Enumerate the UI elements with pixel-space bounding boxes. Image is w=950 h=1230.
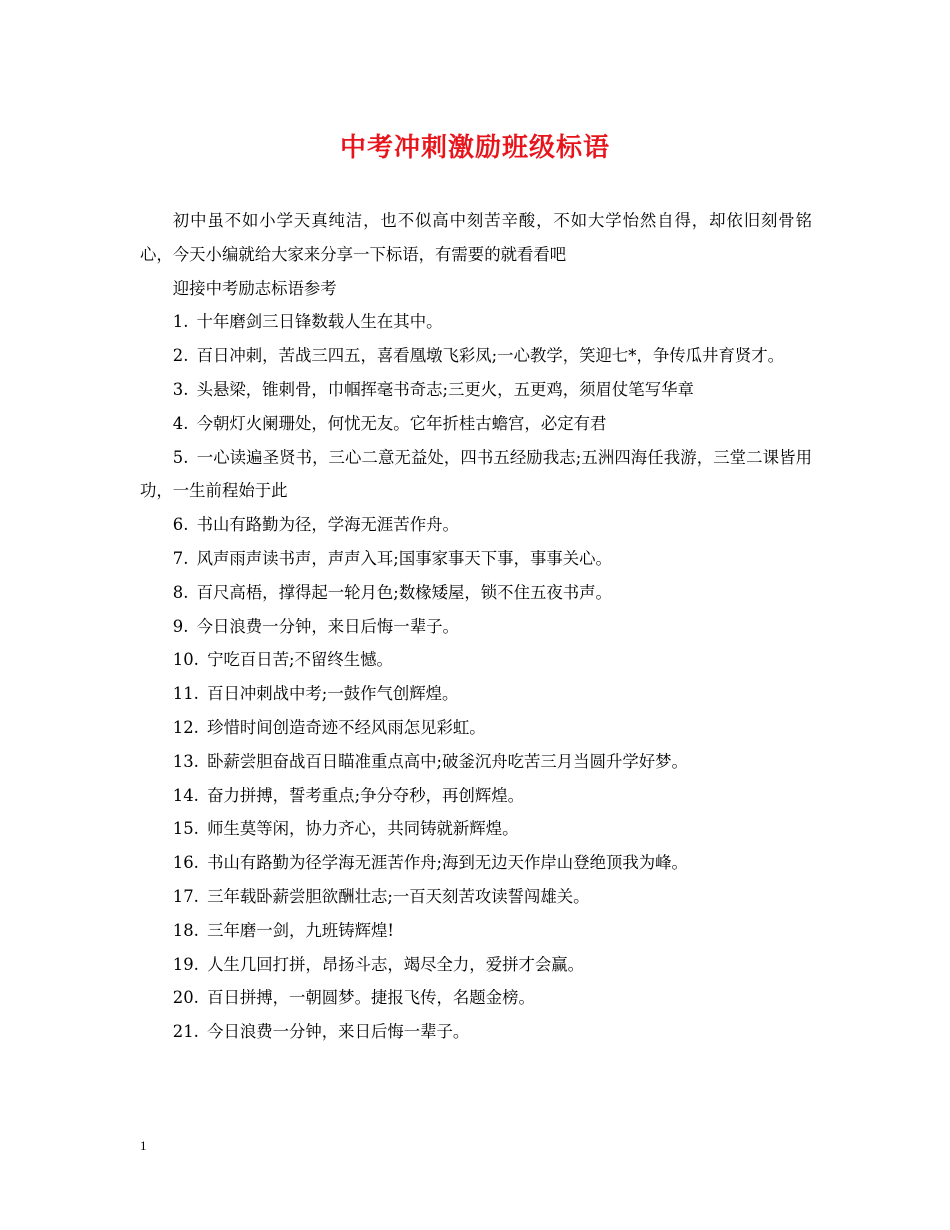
list-item-number: 5. [172, 447, 189, 467]
list-item [140, 948, 812, 982]
list-item-text: 一心读遍圣贤书，三心二意无益处，四书五经励我志;五洲四海任我游，三堂二课皆用功，一生前程始于此 [140, 447, 812, 501]
list-item [140, 508, 812, 542]
list-item-text: 人生几回打拼，昂扬斗志，竭尽全力，爱拼才会赢。 [207, 954, 585, 974]
list-item-text: 今日浪费一分钟，来日后悔一辈子。 [196, 616, 459, 636]
document-body [140, 204, 812, 1049]
list-item [140, 610, 812, 644]
list-item-number: 3. [172, 379, 189, 399]
list-item-text: 头悬梁，锥刺骨，巾帼挥毫书奇志;三更火，五更鸡，须眉仗笔写华章 [196, 379, 694, 399]
list-item-number: 19. [172, 954, 199, 974]
list-item-number: 8. [172, 582, 189, 602]
list-item-number: 2. [172, 346, 189, 366]
document-title: 中考冲刺激励班级标语 [339, 133, 610, 163]
list-item-text: 百日冲刺战中考;一鼓作气创辉煌。 [207, 684, 459, 704]
list-item-number: 10. [172, 650, 199, 670]
list-item-number: 14. [172, 785, 199, 805]
list-item-number: 1. [172, 312, 189, 332]
list-item-text: 三年磨一剑，九班铸辉煌! [207, 920, 394, 940]
list-item [140, 880, 812, 914]
list-item-text: 今日浪费一分钟，来日后悔一辈子。 [207, 1022, 470, 1042]
list-item [140, 779, 812, 813]
list-item-number: 20. [172, 988, 199, 1008]
list-item-text: 书山有路勤为径学海无涯苦作舟;海到无边天作岸山登绝顶我为峰。 [207, 853, 688, 873]
page-number: 1 [140, 1138, 147, 1153]
list-item-text: 卧薪尝胆奋战百日瞄准重点高中;破釜沉舟吃苦三月当圆升学好梦。 [207, 751, 688, 771]
list-item-number: 17. [172, 886, 199, 906]
list-item [140, 542, 812, 576]
list-item-number: 15. [172, 819, 199, 839]
list-item [140, 677, 812, 711]
list-item-text: 奋力拼搏，誓考重点;争分夺秒，再创辉煌。 [207, 785, 525, 805]
list-item-text: 百日冲刺，苦战三四五，喜看凰墩飞彩凤;一心教学，笑迎七*，争传瓜井育贤才。 [196, 346, 785, 366]
list-item-number: 7. [172, 548, 189, 568]
list-item-number: 4. [172, 413, 189, 433]
list-item-text: 百日拼搏，一朝圆梦。捷报飞传，名题金榜。 [207, 988, 535, 1008]
list-item [140, 643, 812, 677]
list-item-number: 6. [172, 515, 189, 535]
list-item-text: 风声雨声读书声，声声入耳;国事家事天下事，事事关心。 [196, 548, 612, 568]
list-item-text: 珍惜时间创造奇迹不经风雨怎见彩虹。 [207, 717, 486, 737]
slogan-list [140, 305, 812, 1049]
list-item-text: 师生莫等闲，协力齐心，共同铸就新辉煌。 [207, 819, 519, 839]
list-item [140, 407, 812, 441]
list-item [140, 1015, 812, 1049]
list-item-text: 三年载卧薪尝胆欲酬壮志;一百天刻苦攻读誓闯雄关。 [207, 886, 590, 906]
list-item-number: 16. [172, 853, 199, 873]
list-item-text: 今朝灯火阑珊处，何忧无友。它年折桂古蟾宫，必定有君 [196, 413, 607, 433]
list-item [140, 914, 812, 948]
list-item-text: 十年磨剑三日锋数载人生在其中。 [196, 312, 443, 332]
list-item [140, 305, 812, 339]
list-item-number: 11. [172, 684, 199, 704]
list-item [140, 812, 812, 846]
list-item-number: 12. [172, 717, 199, 737]
list-item-text: 百尺高梧，撑得起一轮月色;数椽矮屋，锁不住五夜书声。 [196, 582, 612, 602]
list-item [140, 441, 812, 509]
list-item [140, 711, 812, 745]
list-item-number: 9. [172, 616, 189, 636]
list-item [140, 339, 812, 373]
intro-paragraph: 初中虽不如小学天真纯洁，也不似高中刻苦辛酸，不如大学怡然自得，却依旧刻骨铭心，今天小编就给大家来分享一下标语，有需要的就看看吧 [140, 211, 812, 264]
list-item-text: 宁吃百日苦;不留终生憾。 [207, 650, 393, 670]
list-item [140, 576, 812, 610]
list-item [140, 981, 812, 1015]
list-item [140, 745, 812, 779]
list-item-number: 21. [172, 1022, 199, 1042]
list-item-text: 书山有路勤为径，学海无涯苦作舟。 [196, 515, 459, 535]
section-heading: 迎接中考励志标语参考 [172, 278, 337, 298]
list-item [140, 373, 812, 407]
list-item-number: 13. [172, 751, 199, 771]
list-item-number: 18. [172, 920, 199, 940]
list-item [140, 846, 812, 880]
